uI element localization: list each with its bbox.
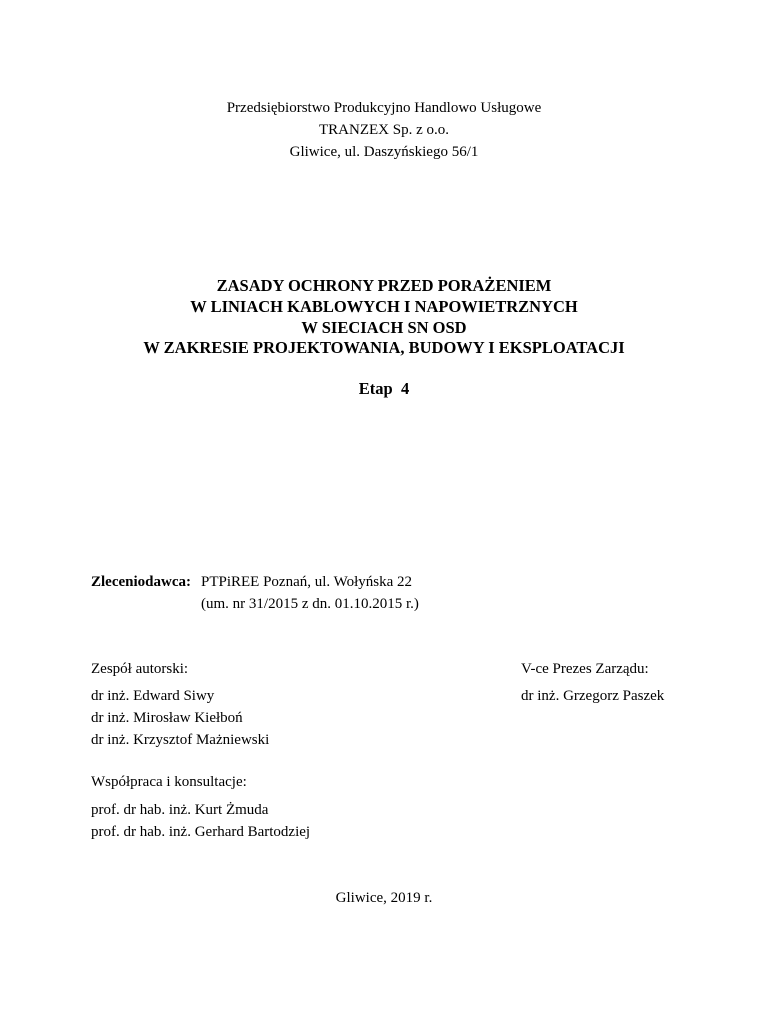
title-line-1: ZASADY OCHRONY PRZED PORAŻENIEM (216, 276, 552, 295)
cooperation-label: Współpraca i konsultacje: (91, 774, 247, 790)
client-contract: (um. nr 31/2015 z dn. 01.10.2015 r.) (201, 596, 419, 612)
author-item: dr inż. Mirosław Kiełboń (91, 710, 243, 726)
stage-label: Etap 4 (358, 379, 410, 398)
title-line-2: W LINIACH KABLOWYCH I NAPOWIETRZNYCH (190, 297, 578, 316)
vice-president-label: V-ce Prezes Zarządu: (521, 661, 649, 677)
client-name: PTPiREE Poznań, ul. Wołyńska 22 (201, 574, 413, 590)
company-address: Gliwice, ul. Daszyńskiego 56/1 (289, 144, 479, 160)
authors-label: Zespół autorski: (91, 661, 189, 677)
cooperation-item: prof. dr hab. inż. Gerhard Bartodziej (91, 824, 311, 840)
author-item: dr inż. Edward Siwy (91, 688, 215, 704)
cooperation-item: prof. dr hab. inż. Kurt Żmuda (91, 802, 269, 818)
company-name: TRANZEX Sp. z o.o. (319, 122, 449, 138)
place-date: Gliwice, 2019 r. (335, 890, 433, 906)
vice-president-name: dr inż. Grzegorz Paszek (521, 688, 665, 704)
company-line: Przedsiębiorstwo Produkcyjno Handlowo Usługowe (226, 100, 542, 116)
title-line-3: W SIECIACH SN OSD (301, 318, 467, 337)
author-item: dr inż. Krzysztof Mażniewski (91, 732, 270, 748)
title-line-4: W ZAKRESIE PROJEKTOWANIA, BUDOWY I EKSPLOATACJI (143, 338, 625, 357)
client-label: Zleceniodawca: (91, 574, 191, 590)
